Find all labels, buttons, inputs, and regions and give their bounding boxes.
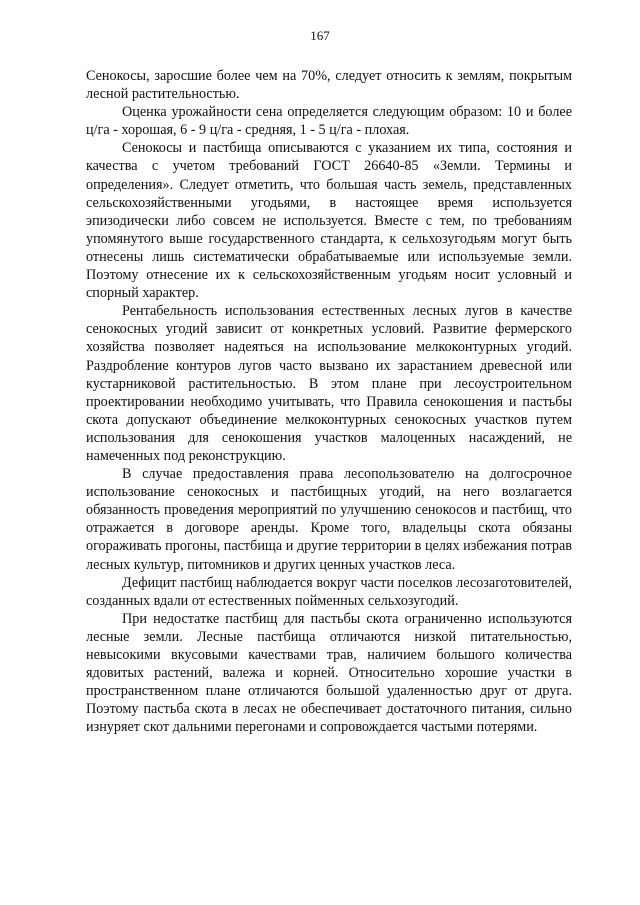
paragraph-5: В случае предоставления права лесопользователю на долгосрочное использование сенокосных и пастбищных угодий, на него возлагается обязанность проведения мероприятий по улучшению сенокосов и пастбищ, что отражается в договоре аренды. Кроме того, владельцы скота обязаны огораживать прогоны, пастбища и другие территории в целях избежания потрав лесных культур, питомников и других ценных участков леса. bbox=[86, 466, 572, 573]
page-number: 167 bbox=[310, 28, 330, 43]
paragraph-2: Оценка урожайности сена определяется следующим образом: 10 и более ц/га - хорошая, 6 - 9 ц/га - средняя, 1 - 5 ц/га - плохая. bbox=[86, 104, 572, 139]
paragraph-7: При недостатке пастбищ для пастьбы скота ограниченно используются лесные земли. Лесные пастбища отличаются низкой питательностью, невысокими вкусовыми качествами трав, наличием большого количества ядовитых растений, валежа и корней. Относительно хорошие участки в пространственном плане отличаются большой удаленностью друг от друга. Поэтому пастьба скота в лесах не обеспечивает достаточного питания, сильно изнуряет скот дальними перегонами и сопровождается частыми потерями. bbox=[86, 610, 572, 736]
paragraph-6: Дефицит пастбищ наблюдается вокруг части поселков лесозаготовителей, созданных вдали от естественных пойменных сельхозугодий. bbox=[86, 574, 572, 609]
paragraph-1: Сенокосы, заросшие более чем на 70%, следует относить к землям, покрытым лесной растительностью. bbox=[86, 68, 572, 103]
body-text bbox=[86, 67, 572, 736]
paragraph-3: Сенокосы и пастбища описываются с указанием их типа, состояния и качества с учетом требований ГОСТ 26640-85 «Земли. Термины и определения». Следует отметить, что большая часть земель, представленных сельскохозяйственными угодьями, в настоящее время используется эпизодически либо совсем не используется. Вместе с тем, по требованиям упомянутого выше государственного стандарта, к сельхозугодьям могут быть отнесены лишь систематически обрабатываемые или используемые земли. Поэтому отнесение их к сельскохозяйственным угодьям носит условный и спорный характер. bbox=[86, 140, 572, 302]
paragraph-4: Рентабельность использования естественных лесных лугов в качестве сенокосных угодий зависит от конкретных условий. Развитие фермерского хозяйства позволяет надеяться на использование мелкоконтурных угодий. Раздробление контуров лугов часто вызвано их зарастанием древесной или кустарниковой растительностью. В этом плане при лесоустроительном проектировании необходимо учитывать, что Правила сенокошения и пастьбы скота допускают объединение мелкоконтурных сенокосных участков путем использования для сенокошения участков малоценных насаждений, не намеченных под реконструкцию. bbox=[86, 303, 572, 464]
